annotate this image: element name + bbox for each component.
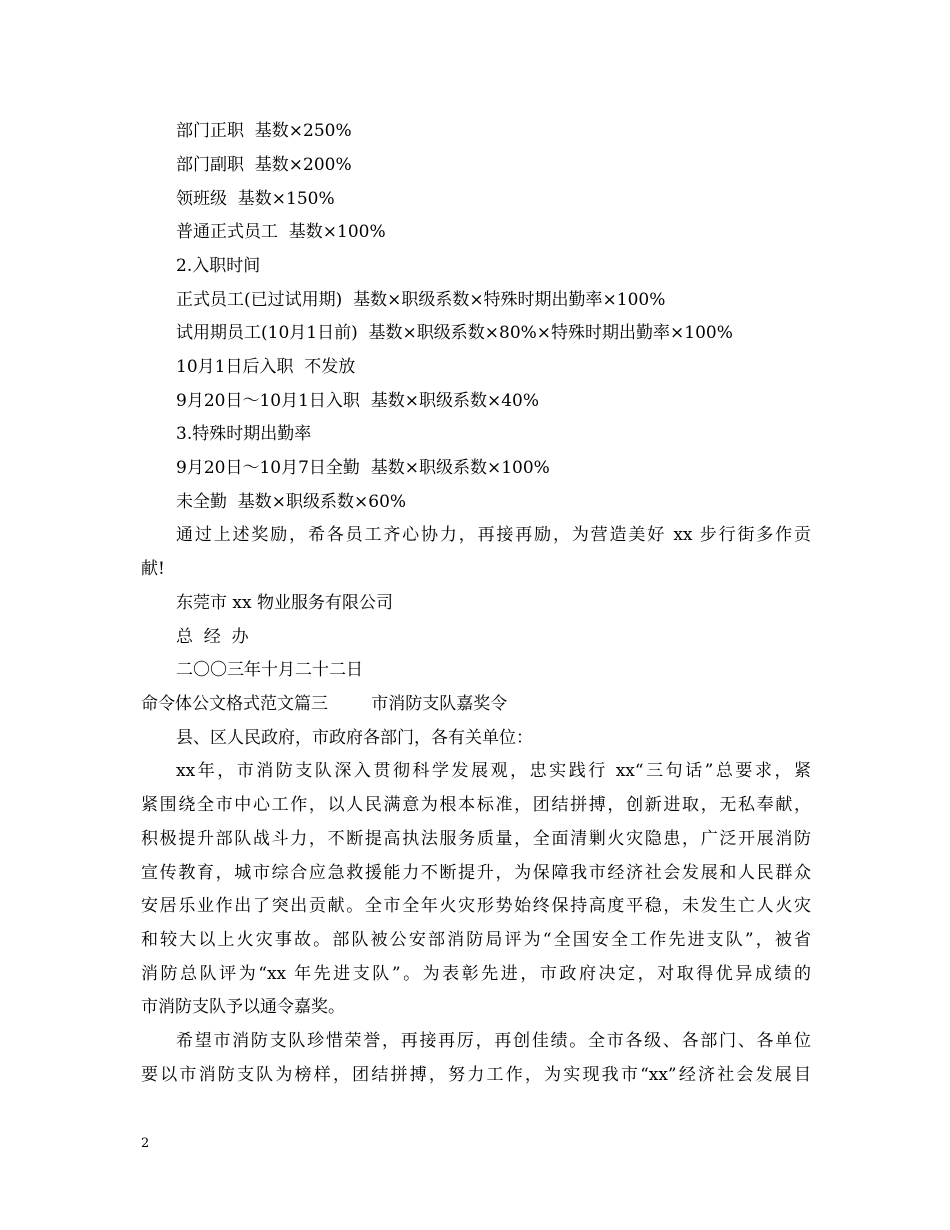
paragraph-line: 安居乐业作出了突出贡献。全市全年火灾形势始终保持高度平稳，未发生亡人火灾 [141, 896, 811, 916]
paragraph-line: 要以市消防支队为榜样，团结拼搏，努力工作，为实现我市“xx”经济社会发展目 [141, 1065, 811, 1085]
addressee-line: 县、区人民政府，市政府各部门，各有关单位： [176, 728, 533, 748]
text-line: 部门副职 基数×200% [176, 155, 352, 175]
text-line: 领班级 基数×150% [176, 189, 335, 209]
text-line: 9月20日～10月1日入职 基数×职级系数×40% [176, 391, 539, 411]
paragraph-line: 市消防支队予以通令嘉奖。 [141, 997, 345, 1017]
paragraph-line: 积极提升部队战斗力，不断提高执法服务质量，全面清剿火灾隐患，广泛开展消防 [141, 829, 811, 849]
paragraph-line: 希望市消防支队珍惜荣誉，再接再厉，再创佳绩。全市各级、各部门、各单位 [176, 1031, 811, 1051]
text-line: 部门正职 基数×250% [176, 121, 352, 141]
section-heading: 2.入职时间 [176, 256, 261, 276]
signature-date: 二〇〇三年十月二十二日 [176, 660, 363, 680]
paragraph-line: 和较大以上火灾事故。部队被公安部消防局评为“全国安全工作先进支队”，被省 [141, 930, 811, 950]
paragraph-line: 献! [141, 559, 165, 579]
paragraph-line: 紧围绕全市中心工作，以人民满意为根本标准，团结拼搏，创新进取，无私奉献， [141, 795, 811, 815]
text-line: 10月1日后入职 不发放 [176, 357, 356, 377]
section-heading: 3.特殊时期出勤率 [176, 424, 312, 444]
text-line: 试用期员工(10月1日前) 基数×职级系数×80%×特殊时期出勤率×100% [176, 323, 733, 343]
paragraph-line: xx年，市消防支队深入贯彻科学发展观，忠实践行 xx“三句话”总要求，紧 [176, 761, 811, 781]
page-number: 2 [141, 1136, 150, 1151]
paragraph-line: 通过上述奖励，希各员工齐心协力，再接再励，为营造美好 xx 步行街多作贡 [176, 525, 811, 545]
text-line: 9月20日～10月7日全勤 基数×职级系数×100% [176, 458, 550, 478]
text-line: 正式员工(已过试用期) 基数×职级系数×特殊时期出勤率×100% [176, 290, 666, 310]
paragraph-line: 消防总队评为“xx 年先进支队”。为表彰先进，市政府决定，对取得优异成绩的 [141, 964, 811, 984]
text-line: 未全勤 基数×职级系数×60% [176, 492, 407, 512]
text-line: 普通正式员工 基数×100% [176, 222, 386, 242]
document-title: 命令体公文格式范文篇三 市消防支队嘉奖令 [141, 694, 508, 714]
paragraph-line: 宣传教育，城市综合应急救援能力不断提升，为保障我市经济社会发展和人民群众 [141, 863, 811, 883]
signature-office: 总 经 办 [176, 627, 249, 647]
signature-company: 东莞市 xx 物业服务有限公司 [176, 593, 393, 613]
